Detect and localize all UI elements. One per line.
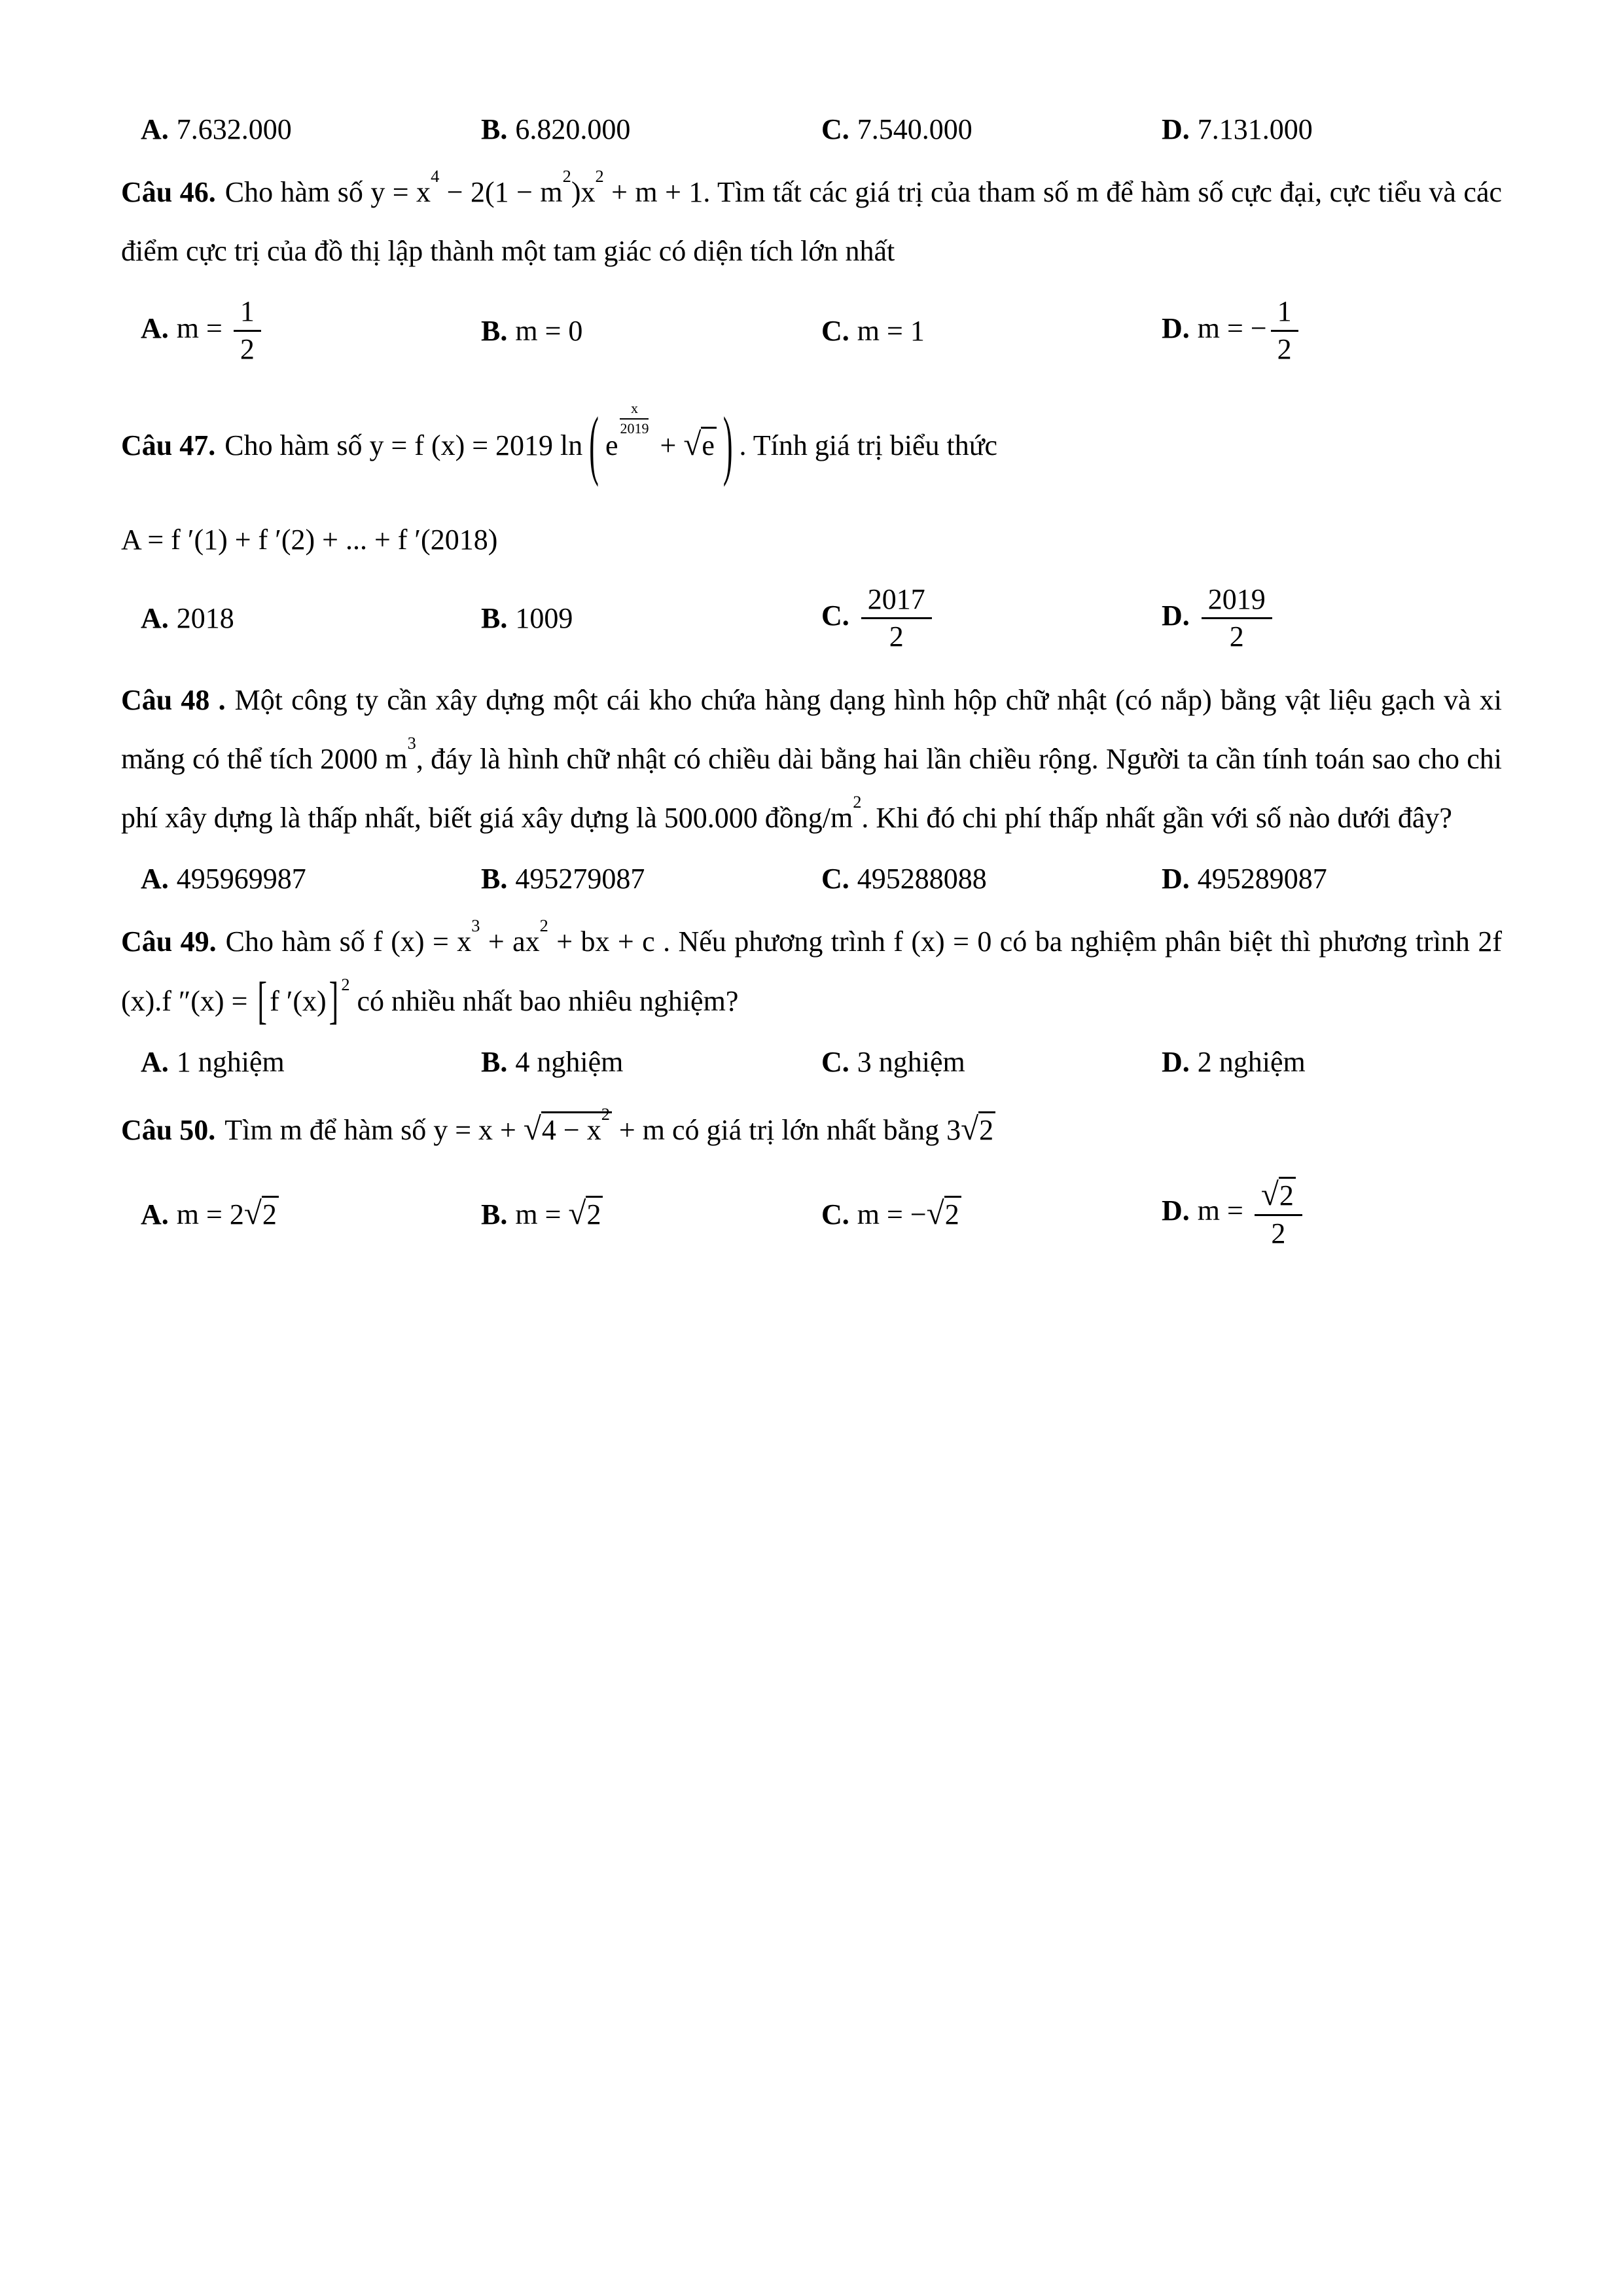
question-label: Câu 47.	[121, 429, 216, 461]
option-a	[141, 295, 481, 366]
option-d	[1162, 862, 1502, 895]
expression-line: A = f ′(1) + f ′(2) + ... + f ′(2018)	[121, 523, 498, 556]
option-value: 495289087	[1197, 863, 1327, 895]
option-letter: D.	[1162, 599, 1190, 632]
option-b	[481, 1194, 821, 1232]
option-letter: C.	[821, 113, 849, 145]
option-value: m = − √ 2	[857, 1198, 961, 1230]
question-label: Câu 48 .	[121, 683, 226, 716]
question-text: Một công ty cần xây dựng một cái kho chứa hàng dạng hình hộp chữ nhật (có nắp) bằng vật liệu gạch và xi măng có thể tích 2000 $m^3$, đáy là hình chữ nhật có chiều dài bằng hai lần chiều rộng. Người ta cần tính toán sao cho chi phí xây dựng là thấp nhất, biết giá xây dựng là 500.000 đồng/$m^2$. Khi đó chi phí thấp nhất gần với số nào dưới đây?	[121, 683, 1502, 834]
option-letter: B.	[481, 314, 508, 347]
question-text: Cho hàm số f $(x) = x^3 + ax^2$ + bx + c . Nếu phương trình f (x) = 0 có ba nghiệm phân biệt thì phương trình 2f (x).f ″(x) = [f ′(x)] $^2$ có nhiều nhất bao nhiêu nghiệm?	[121, 916, 1502, 1030]
option-value: m = − $\frac{1}{2}$	[1198, 312, 1302, 344]
option-value: m = 2 √ 2	[177, 1198, 279, 1230]
option-d	[1162, 583, 1502, 654]
option-value: 7.131.000	[1197, 113, 1313, 145]
option-b	[481, 113, 821, 146]
option-letter: A.	[141, 863, 169, 895]
option-letter: C.	[821, 1045, 849, 1078]
question-50	[121, 1096, 1502, 1251]
option-d	[1162, 295, 1502, 366]
option-letter: D.	[1162, 1045, 1190, 1078]
option-value: m = 1	[857, 314, 925, 347]
question-label: Câu 49.	[121, 925, 217, 958]
question-label: Câu 50.	[121, 1113, 216, 1146]
options-row	[121, 862, 1502, 895]
option-value: 495279087	[515, 863, 645, 895]
option-value: m = $\frac{1}{2}$	[177, 312, 265, 344]
option-b	[481, 601, 821, 635]
option-value: 495969987	[176, 863, 306, 895]
option-d	[1162, 1045, 1502, 1079]
option-value: 3 nghiệm	[857, 1045, 965, 1078]
option-a	[141, 113, 481, 146]
option-letter: A.	[141, 1198, 169, 1231]
question-text: Cho hàm số $y = x^4 - 2(1 - m^2)x^2 + m + 1$. Tìm tất các giá trị của tham số m để hàm số cực đại, cực tiểu và các điểm cực trị của đồ thị lập thành một tam giác có diện tích lớn nhất	[121, 166, 1503, 268]
question-48	[121, 671, 1502, 896]
option-value: $\frac{2017}{2}$	[857, 600, 936, 632]
options-row	[121, 1045, 1502, 1079]
question-paragraph	[121, 671, 1502, 848]
question-paragraph	[121, 1096, 1502, 1162]
option-a	[141, 862, 481, 895]
prev-question-options-row	[121, 113, 1502, 146]
option-value: 7.632.000	[176, 113, 292, 145]
option-b	[481, 1045, 821, 1079]
option-value: m = 0	[515, 314, 583, 347]
option-c	[821, 113, 1162, 146]
options-row	[121, 583, 1502, 654]
question-paragraph	[121, 912, 1502, 1030]
option-letter: B.	[481, 113, 508, 145]
option-letter: C.	[821, 599, 849, 632]
option-letter: A.	[141, 312, 169, 344]
option-value: m = √ 2	[515, 1198, 603, 1230]
option-c	[821, 314, 1162, 348]
option-value: 1009	[515, 602, 573, 635]
option-a	[141, 601, 481, 635]
option-letter: B.	[481, 863, 508, 895]
question-46	[121, 163, 1502, 367]
question-text: Tìm m để hàm số y = x + √ $4 - x^2 + m$ có giá trị lớn nhất bằng 3 √ 2	[224, 1114, 995, 1146]
option-value: m = √ $\frac{2}{2}$	[1198, 1194, 1306, 1227]
option-d	[1162, 1176, 1502, 1251]
option-b	[481, 314, 821, 348]
option-letter: C.	[821, 863, 849, 895]
option-value: 1 nghiệm	[176, 1045, 285, 1078]
option-value: 4 nghiệm	[515, 1045, 624, 1078]
question-47	[121, 384, 1502, 654]
question-49	[121, 912, 1502, 1078]
option-value: 2 nghiệm	[1197, 1045, 1306, 1078]
option-value: 495288088	[857, 863, 987, 895]
option-letter: A.	[141, 602, 169, 635]
question-text: Cho hàm số y = f (x) = 2019 ln ( e $\frac{x}{2019}$ + √ e ) . Tính giá trị biểu thức	[224, 429, 997, 461]
option-a	[141, 1194, 481, 1232]
option-letter: C.	[821, 314, 849, 347]
option-value: 2018	[176, 602, 234, 635]
option-a	[141, 1045, 481, 1079]
option-letter: A.	[141, 113, 169, 145]
option-letter: C.	[821, 1198, 849, 1231]
option-letter: B.	[481, 1198, 508, 1231]
option-letter: D.	[1162, 312, 1190, 344]
option-c	[821, 1045, 1162, 1079]
option-letter: B.	[481, 602, 508, 635]
option-letter: D.	[1162, 1194, 1190, 1227]
option-value: 6.820.000	[515, 113, 631, 145]
question-label: Câu 46.	[121, 176, 216, 208]
option-value: $\frac{2019}{2}$	[1198, 600, 1276, 632]
option-d	[1162, 113, 1502, 146]
question-paragraph	[121, 384, 1502, 507]
option-c	[821, 583, 1162, 654]
option-c	[821, 862, 1162, 895]
option-c	[821, 1194, 1162, 1232]
question-paragraph	[121, 163, 1502, 281]
options-row	[121, 1176, 1502, 1251]
option-value: 7.540.000	[857, 113, 972, 145]
option-letter: D.	[1162, 113, 1190, 145]
option-letter: A.	[141, 1045, 169, 1078]
option-letter: D.	[1162, 863, 1190, 895]
option-letter: B.	[481, 1045, 508, 1078]
option-b	[481, 862, 821, 895]
options-row	[121, 295, 1502, 366]
